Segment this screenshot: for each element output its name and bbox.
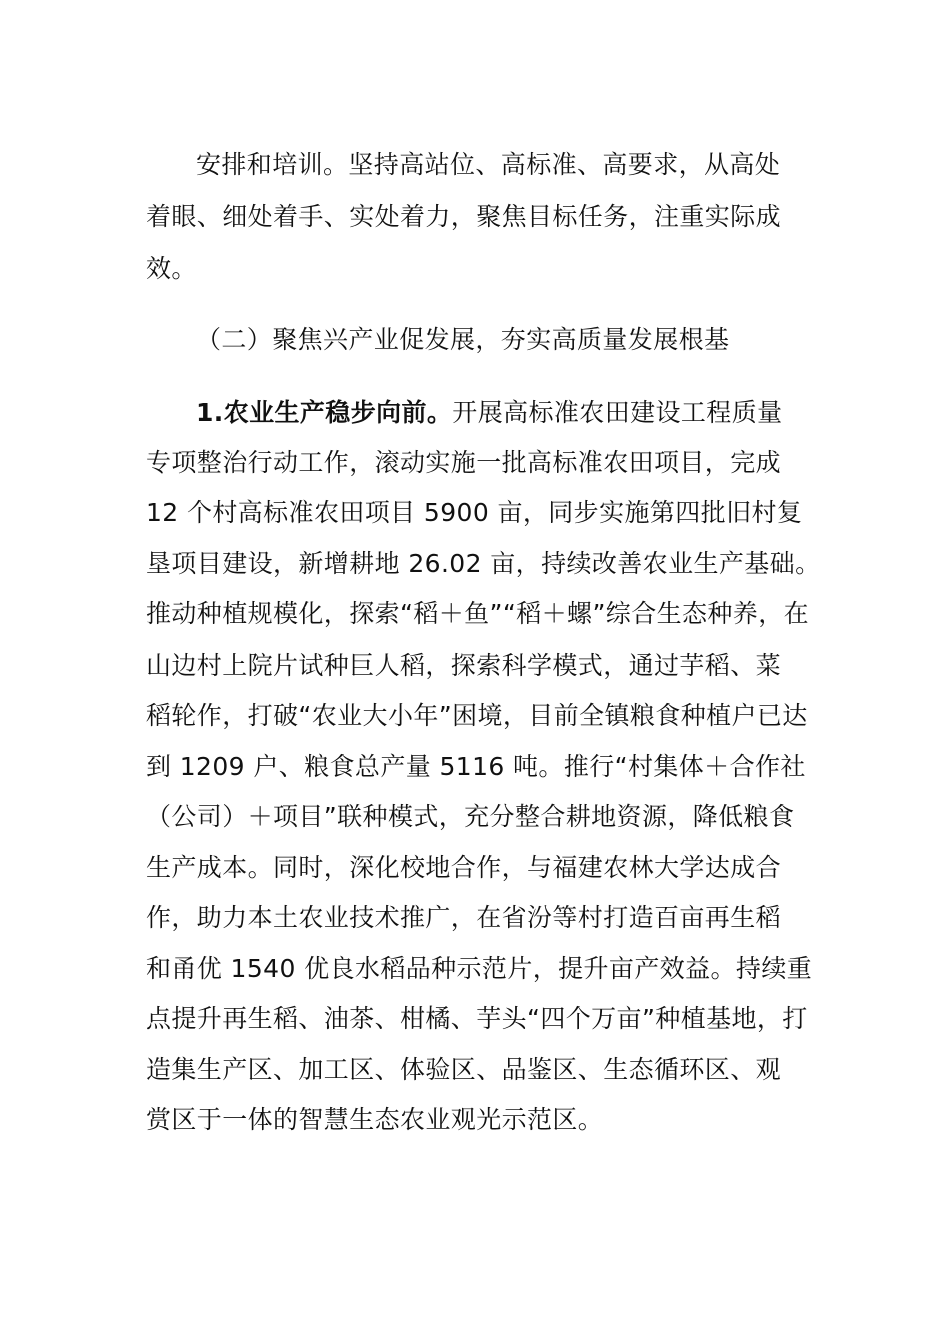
paragraph-1-line-2: 着眼、细处着手、实处着力，聚焦目标任务，注重实际成 — [146, 202, 782, 231]
paragraph-2-line: 作，助力本土农业技术推广，在省汾等村打造百亩再生稻 — [146, 903, 782, 932]
paragraph-2-line: 生产成本。同时，深化校地合作，与福建农林大学达成合 — [146, 853, 782, 882]
paragraph-1-line-3: 效。 — [146, 254, 197, 283]
paragraph-2-line: （公司）＋项目”联种模式，充分整合耕地资源，降低粮食 — [146, 802, 795, 831]
paragraph-2-line: 造集生产区、加工区、体验区、品鉴区、生态循环区、观 — [146, 1055, 782, 1084]
paragraph-2-lead: 1.农业生产稳步向前。 — [196, 398, 453, 427]
section-heading: （二）聚焦兴产业促发展，夯实高质量发展根基 — [196, 325, 730, 354]
paragraph-2-line: 专项整治行动工作，滚动实施一批高标准农田项目，完成 — [146, 448, 782, 477]
paragraph-2-line: 点提升再生稻、油茶、柑橘、芋头“四个万亩”种植基地，打 — [146, 1004, 808, 1033]
paragraph-1-line-1: 安排和培训。坚持高站位、高标准、高要求，从高处 — [196, 150, 781, 179]
paragraph-2-line-1-text: 开展高标准农田建设工程质量 — [452, 398, 783, 427]
paragraph-2-line: 推动种植规模化，探索“稻＋鱼”“稻＋螺”综合生态种养，在 — [146, 599, 810, 628]
paragraph-2-line: 赏区于一体的智慧生态农业观光示范区。 — [146, 1105, 604, 1134]
paragraph-2-line: 垦项目建设，新增耕地 26.02 亩，持续改善农业生产基础。 — [146, 549, 821, 578]
paragraph-2-line: 12 个村高标准农田项目 5900 亩，同步实施第四批旧村复 — [146, 498, 803, 527]
paragraph-2-line-1 — [196, 394, 783, 432]
paragraph-2-line: 山边村上院片试种巨人稻，探索科学模式，通过芋稻、菜 — [146, 651, 782, 680]
paragraph-2-line: 稻轮作，打破“农业大小年”困境，目前全镇粮食种植户已达 — [146, 701, 808, 730]
paragraph-2-line: 到 1209 户、粮食总产量 5116 吨。推行“村集体＋合作社 — [146, 752, 806, 781]
paragraph-2-line: 和甬优 1540 优良水稻品种示范片，提升亩产效益。持续重 — [146, 954, 813, 983]
